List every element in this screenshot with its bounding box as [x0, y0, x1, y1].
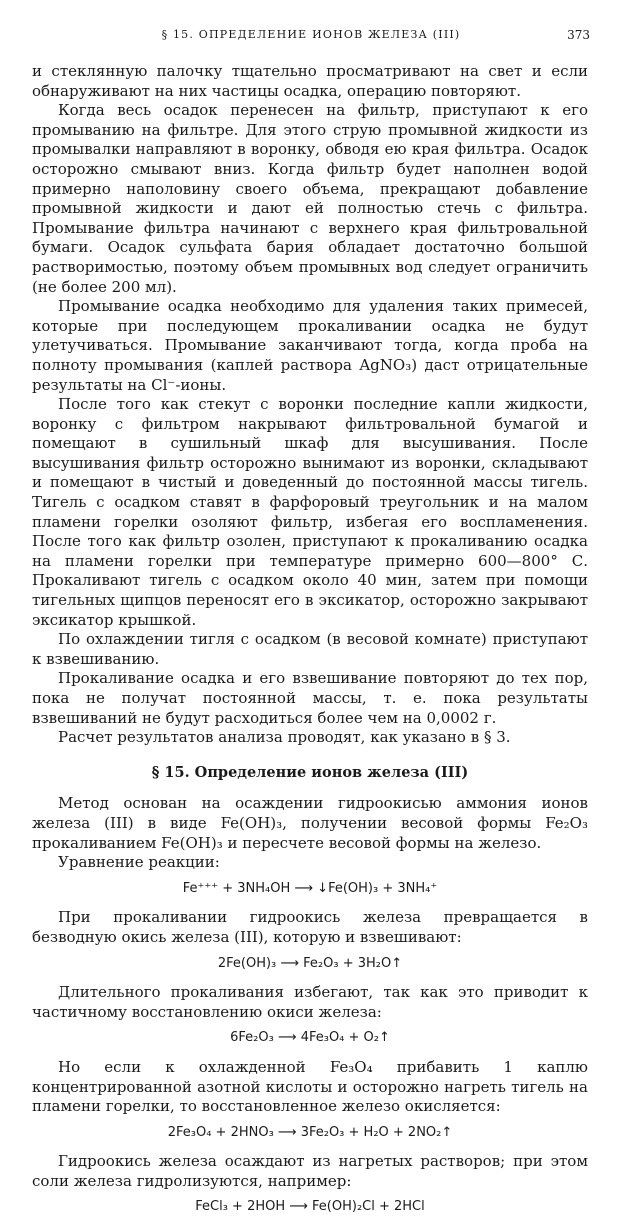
- paragraph: Расчет результатов анализа проводят, как указано в § 3.: [58, 728, 511, 747]
- paragraph: Промывание осадка необходимо для удаления таких примесей, которые при последующем прокаливании осадка не будут улетучиваться. Промывание заканчивают тогда, когда проба на полноту промывания (каплей раствора AgNO₃) даст отрицательные результаты на Cl⁻-ионы.: [32, 297, 588, 394]
- equation: 2Fe(OH)₃ ⟶ Fe₂O₃ + 3H₂O↑: [217, 955, 403, 971]
- section-heading: § 15. Определение ионов железа (III): [151, 763, 469, 781]
- equation: 6Fe₂O₃ ⟶ 4Fe₃O₄ + O₂↑: [230, 1030, 390, 1046]
- paragraph: Уравнение реакции:: [58, 853, 220, 872]
- running-title: § 15. ОПРЕДЕЛЕНИЕ ИОНОВ ЖЕЛЕЗА (III): [161, 28, 461, 41]
- paragraph: Гидроокись железа осаждают из нагретых растворов; при этом соли железа гидролизуются, например:: [32, 1152, 588, 1190]
- paragraph: Длительного прокаливания избегают, так как это приводит к частичному восстановлению окиси железа:: [32, 983, 588, 1021]
- paragraph: После того как стекут с воронки последние капли жидкости, воронку с фильтром накрывают фильтровальной бумагой и помещают в сушильный шкаф для высушивания. После высушивания фильтр осторожно вынимают из воронки, складывают и помещают в чистый и доведенный до постоянной массы тигель. Тигель с осадком ставят в фарфоровый треугольник и на малом пламени горелки озоляют фильтр, избегая его воспламенения. После того как фильтр озолен, приступают к прокаливанию осадка на пламени горелки при температуре примерно 600—800° С. Прокаливают тигель с осадком около 40 мин, затем при помощи тигельных щипцов переносят его в эксикатор, осторожно закрывают эксикатор крышкой.: [32, 395, 588, 629]
- paragraph: и стеклянную палочку тщательно просматривают на свет и если обнаруживают на них частицы осадка, операцию повторяют.: [32, 62, 588, 100]
- paragraph: При прокаливании гидроокись железа превращается в безводную окись железа (III), которую и взвешивают:: [32, 908, 588, 946]
- paragraph: Прокаливание осадка и его взвешивание повторяют до тех пор, пока не получат постоянной массы, т. е. пока результаты взвешиваний не будут расходиться более чем на 0,0002 г.: [32, 669, 588, 727]
- equation: Fe⁺⁺⁺ + 3NH₄OH ⟶ ↓Fe(OH)₃ + 3NH₄⁺: [182, 880, 438, 896]
- paragraph: Когда весь осадок перенесен на фильтр, приступают к его промыванию на фильтре. Для этого струю промывной жидкости из промывалки направляют в воронку, обводя ею края фильтра. Осадок осторожно смывают вниз. Когда фильтр будет наполнен водой примерно наполовину своего объема, прекращают добавление промывной жидкости и дают ей полностью стечь с фильтра. Промывание фильтра начинают с верхнего края фильтровальной бумаги. Осадок сульфата бария обладает достаточно большой растворимостью, поэтому объем промывных вод следует ограничить (не более 200 мл).: [32, 101, 588, 296]
- paragraph: Но если к охлажденной Fe₃O₄ прибавить 1 каплю концентрированной азотной кислоты и осторожно нагреть тигель на пламени горелки, то восстановленное железо окисляется:: [32, 1057, 588, 1116]
- equation: FeCl₃ + 2HOH ⟶ Fe(OH)₂Cl + 2HCl: [195, 1199, 425, 1215]
- page-number: 373: [567, 28, 590, 42]
- page-body: [32, 62, 588, 1227]
- equation: 2Fe₃O₄ + 2HNO₃ ⟶ 3Fe₂O₃ + H₂O + 2NO₂↑: [167, 1124, 453, 1140]
- running-header: [0, 28, 622, 48]
- paragraph: Метод основан на осаждении гидроокисью аммония ионов железа (III) в виде Fe(OH)₃, получении весовой формы Fe₂O₃ прокаливанием Fe(OH)₃ и пересчете весовой формы на железо.: [32, 794, 588, 852]
- paragraph: По охлаждении тигля с осадком (в весовой комнате) приступают к взвешиванию.: [32, 630, 588, 668]
